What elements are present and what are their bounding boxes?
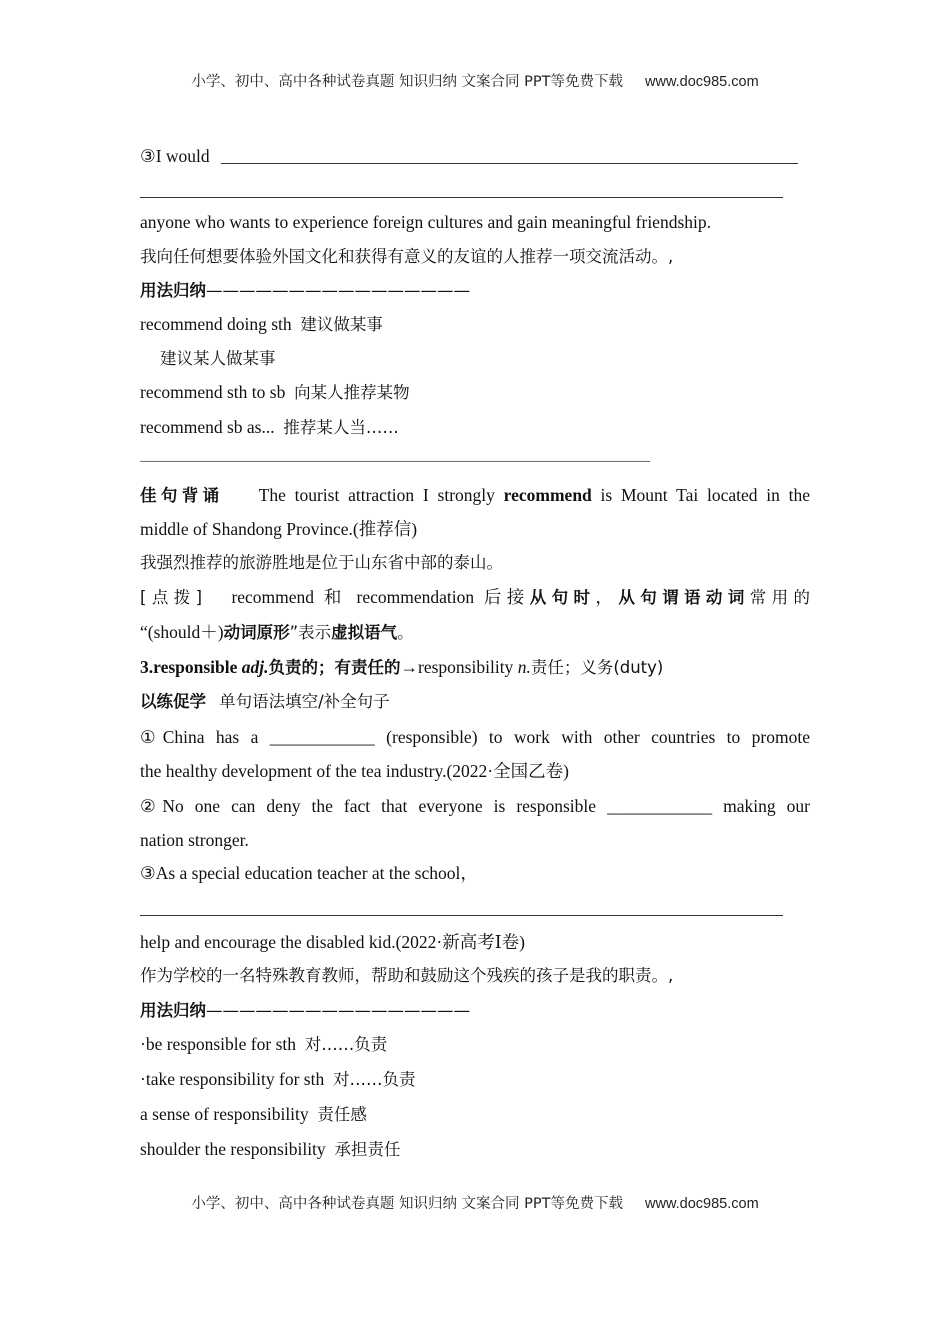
page-header	[0, 70, 950, 91]
usage-item: ·be responsible for sth 对……负责	[140, 1034, 388, 1054]
question-3-continuation: help and encourage the disabled kid.(2022·新高考Ⅰ卷)	[140, 932, 525, 952]
arrow-icon: →	[400, 657, 419, 677]
usage-item: recommend doing sth 建议做某事	[140, 314, 383, 334]
model-sentence-translation: 我强烈推荐的旅游胜地是位于山东省中部的泰山。	[140, 553, 503, 572]
model-sentence: 佳句背诵 The tourist attraction I strongly recommend is Mount Tai located in the	[140, 485, 811, 505]
question-3-translation: 作为学校的一名特殊教育教师，帮助和鼓励这个残疾的孩子是我的职责。,	[140, 966, 674, 985]
model-sentence-keyword: recommend	[503, 485, 592, 505]
usage-end-rule: ——————————————————————————————————	[140, 453, 650, 469]
question-2-line-2: nation stronger.	[140, 830, 249, 850]
usage-heading-2: 用法归纳————————————————	[140, 1001, 470, 1020]
model-sentence-line-2: middle of Shandong Province.(推荐信)	[140, 519, 418, 539]
model-sentence-heading: 佳句背诵	[140, 486, 224, 505]
page-footer	[0, 1192, 950, 1213]
usage-item: recommend sth to sb 向某人推荐某物	[140, 382, 410, 402]
question-1-line-1: ①China has a ____________ (responsible) to work with other countries to promote	[140, 727, 810, 747]
q3-prefix: ③I would	[140, 146, 210, 166]
tip-line-1: [点拨] recommend 和 recommendation 后接从句时，从句谓语动词常用的	[140, 587, 811, 607]
usage-item: ·take responsibility for sth 对……负责	[140, 1069, 416, 1089]
question-1-line-2: the healthy development of the tea industry.(2022·全国乙卷)	[140, 761, 569, 781]
vocab-responsible: 3.responsible adj.负责的；有责任的→responsibility n.责任；义务(duty)	[140, 657, 664, 677]
usage-heading-label: 用法归纳	[140, 281, 206, 300]
usage-item: 建议某人做某事	[160, 349, 276, 368]
usage-item: shoulder the responsibility 承担责任	[140, 1139, 401, 1159]
q3-continuation: anyone who wants to experience foreign cultures and gain meaningful friendship.	[140, 212, 711, 232]
question-3-line-1: ③As a special education teacher at the school，	[140, 863, 478, 883]
tip-label: [点拨]	[140, 588, 203, 607]
q3-answer-blank[interactable]	[221, 163, 798, 164]
q3-second-blank[interactable]	[140, 197, 783, 198]
q3-translation: 我向任何想要体验外国文化和获得有意义的友谊的人推荐一项交流活动。,	[140, 247, 674, 266]
footer-text: 小学、初中、高中各种试卷真题 知识归纳 文案合同 PPT等免费下载	[191, 1196, 624, 1212]
question-2-line-1: ②No one can deny the fact that everyone is responsible ____________ making our	[140, 796, 810, 816]
header-text: 小学、初中、高中各种试卷真题 知识归纳 文案合同 PPT等免费下载	[191, 74, 624, 90]
question-3-blank[interactable]	[140, 915, 783, 916]
vocab-word: responsible	[153, 657, 238, 677]
usage-heading-rule: ————————————————	[206, 281, 470, 300]
tip-line-2: “(should＋)动词原形”表示虚拟语气。	[140, 622, 414, 642]
usage-heading-1	[140, 280, 470, 302]
usage-item: a sense of responsibility 责任感	[140, 1104, 367, 1124]
practice-heading: 以练促学 单句语法填空/补全句子	[140, 692, 390, 711]
footer-url[interactable]: www.doc985.com	[645, 1196, 759, 1212]
recommend-question-3	[140, 145, 210, 167]
header-url[interactable]: www.doc985.com	[645, 74, 759, 90]
usage-item: recommend sb as... 推荐某人当……	[140, 417, 399, 437]
